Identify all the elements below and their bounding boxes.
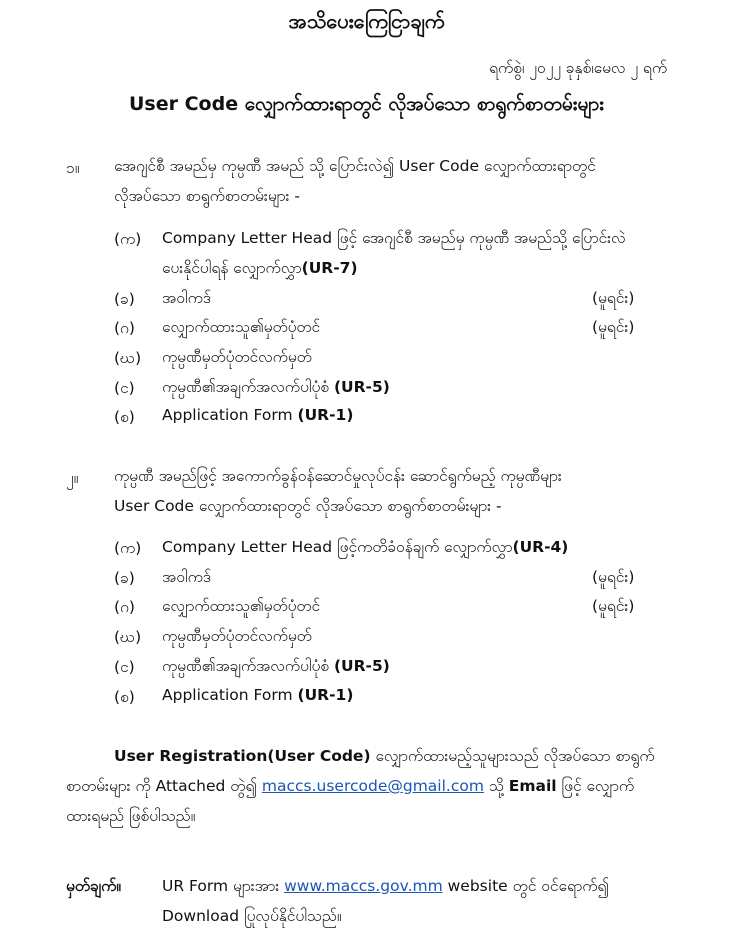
s1-item-text: ကုမ္ပဏီ၏အချက်အလက်ပါပုံစံ (UR-5): [162, 378, 390, 396]
s2-item-text: ကုမ္ပဏီ၏အချက်အလက်ပါပုံစံ (UR-5): [162, 657, 390, 675]
registration-line-3: ထားရမည် ဖြစ်ပါသည်။: [66, 807, 196, 825]
s2-item-note: (မူရင်း): [592, 568, 635, 586]
s2-item-text: အဝါကဒ်: [162, 568, 211, 586]
s1-item-mark: (င): [114, 379, 135, 397]
page-subtitle: User Code လျှောက်ထားရာတွင် လိုအပ်သော စာရွက်စာတမ်းများ: [129, 93, 604, 115]
s1-item-note: (မူရင်း): [592, 289, 635, 307]
s1-item-mark: (ဂ): [114, 319, 135, 337]
s1-item-mark: (က): [114, 230, 142, 248]
section-2-number: ၂။: [66, 469, 79, 487]
s1-item-mark: (ခ): [114, 290, 135, 308]
website-link[interactable]: www.maccs.gov.mm: [284, 877, 443, 895]
email-link[interactable]: maccs.usercode@gmail.com: [261, 777, 484, 795]
s2-item-mark: (ခ): [114, 569, 135, 587]
s1-item-text: Company Letter Head ဖြင့် အေဂျင်စီ အမည်မှ ကုမ္ပဏီ အမည်သို့ ပြောင်းလဲ: [162, 229, 626, 247]
page-title: အသိပေးကြေငြာချက်: [288, 9, 445, 33]
registration-line-1: User Registration(User Code) လျှောက်ထားမည့်သူများသည် လိုအပ်သော စာရွက်: [114, 747, 655, 765]
s1-item-note: (မူရင်း): [592, 318, 635, 336]
s1-item-text: Application Form (UR-1): [162, 406, 354, 424]
document-date: ရက်စွဲ၊ ၂၀၂၂ ခုနှစ်၊မေလ ၂ ရက်: [489, 59, 667, 77]
s2-item-mark: (င): [114, 658, 135, 676]
s1-item-mark: (စ): [114, 408, 135, 426]
s1-item-text: လျှောက်ထားသူ၏မှတ်ပုံတင်: [162, 318, 321, 336]
s1-item-mark: (ဃ): [114, 349, 142, 367]
s1-item-text-cont: ပေးနိုင်ပါရန် လျှောက်လွှာ(UR-7): [162, 259, 358, 277]
s2-item-text: Application Form (UR-1): [162, 686, 354, 704]
s2-item-mark: (ဂ): [114, 598, 135, 616]
s1-item-text: ကုမ္ပဏီမှတ်ပုံတင်လက်မှတ်: [162, 348, 312, 366]
s2-item-text: Company Letter Head ဖြင့်ကတိခံဝန်ချက် လျှောက်လွှာ(UR-4): [162, 538, 569, 556]
section-1-heading-line-2: လိုအပ်သော စာရွက်စာတမ်းများ -: [114, 187, 300, 205]
s2-item-text: လျှောက်ထားသူ၏မှတ်ပုံတင်: [162, 597, 321, 615]
section-2-heading-line-1: ကုမ္ပဏီ အမည်ဖြင့် အကောက်ခွန်ဝန်ဆောင်မှုလုပ်ငန်း ဆောင်ရွက်မည့် ကုမ္ပဏီများ: [114, 467, 562, 485]
s1-item-text: အဝါကဒ်: [162, 289, 211, 307]
s2-item-note: (မူရင်း): [592, 597, 635, 615]
section-1-heading-line-1: အေဂျင်စီ အမည်မှ ကုမ္ပဏီ အမည် သို့ ပြောင်းလဲ၍ User Code လျှောက်ထားရာတွင်: [114, 157, 596, 175]
remark-label: မှတ်ချက်။: [66, 877, 121, 895]
s2-item-mark: (ဃ): [114, 628, 142, 646]
section-2-heading-line-2: User Code လျှောက်ထားရာတွင် လိုအပ်သော စာရွက်စာတမ်းများ -: [114, 497, 502, 515]
remark-line-1: UR Form များအား www.maccs.gov.mm website တွင် ဝင်ရောက်၍: [162, 877, 609, 895]
registration-line-2: စာတမ်းများ ကို Attached တွဲ၍ maccs.usercode@gmail.com သို့ Email ဖြင့် လျှောက်: [66, 777, 635, 795]
remark-line-2: Download ပြုလုပ်နိုင်ပါသည်။: [162, 907, 342, 925]
section-1-number: ၁။: [66, 159, 80, 177]
s2-item-text: ကုမ္ပဏီမှတ်ပုံတင်လက်မှတ်: [162, 627, 312, 645]
s2-item-mark: (စ): [114, 688, 135, 706]
s2-item-mark: (က): [114, 539, 142, 557]
